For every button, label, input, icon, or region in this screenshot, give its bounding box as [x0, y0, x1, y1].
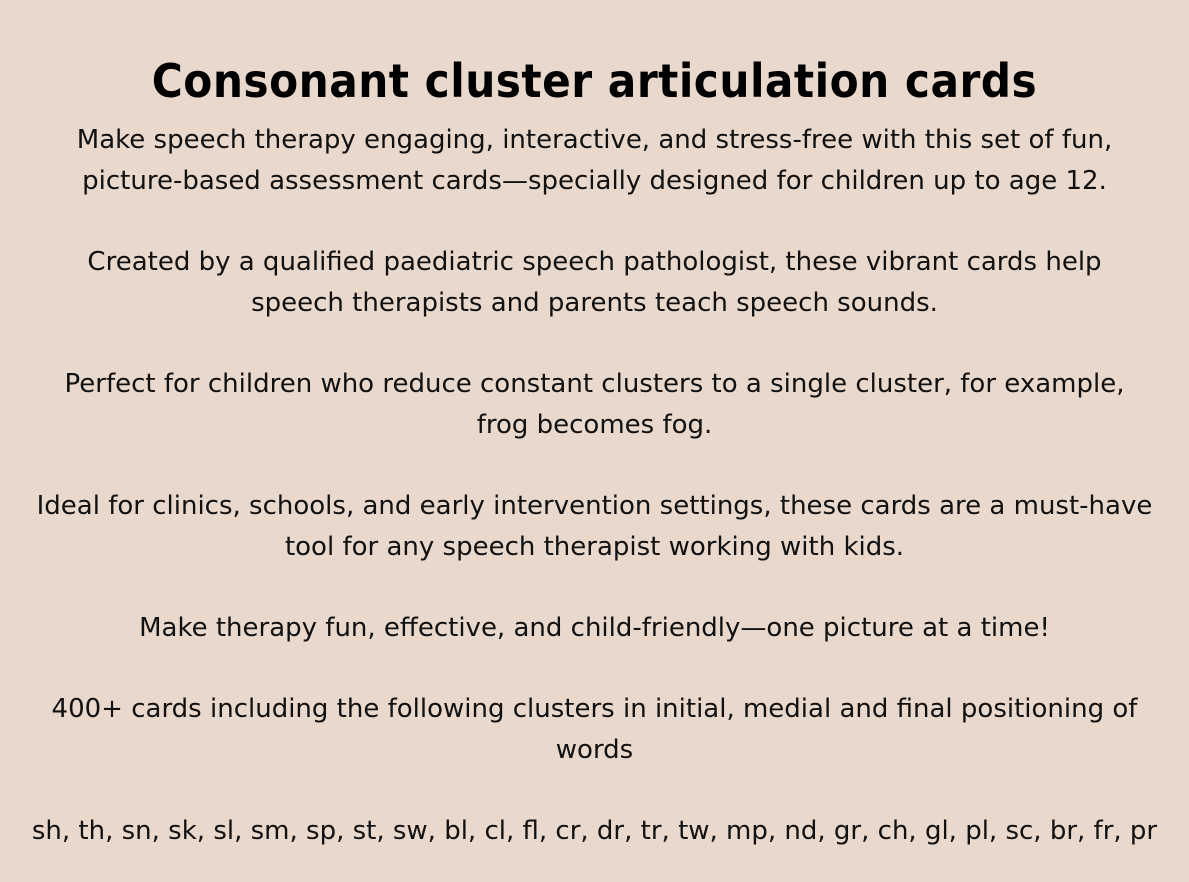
paragraph-tagline: Make therapy fun, effective, and child-friendly—one picture at a time!	[139, 613, 1050, 643]
paragraph-perfect-for: Perfect for children who reduce constant clusters to a single cluster, for example, frog becomes fog.	[64, 369, 1125, 440]
paragraph-card-count: 400+ cards including the following clusters in initial, medial and final positioning of words	[51, 694, 1138, 765]
description-body	[0, 120, 1189, 852]
paragraph-intro: Make speech therapy engaging, interactive, and stress-free with this set of fun, picture-based assessment cards—specially designed for children up to age 12.	[76, 125, 1113, 196]
paragraph-cluster-list: sh, th, sn, sk, sl, sm, sp, st, sw, bl, cl, fl, cr, dr, tr, tw, mp, nd, gr, ch, gl, pl, sc, br, fr, pr	[31, 816, 1158, 846]
page-title: Consonant cluster articulation cards	[151, 54, 1038, 108]
paragraph-ideal-for: Ideal for clinics, schools, and early intervention settings, these cards are a must-have tool for any speech therapist working with kids.	[36, 491, 1153, 562]
paragraph-creator: Created by a qualified paediatric speech pathologist, these vibrant cards help speech therapists and parents teach speech sounds.	[87, 247, 1102, 318]
